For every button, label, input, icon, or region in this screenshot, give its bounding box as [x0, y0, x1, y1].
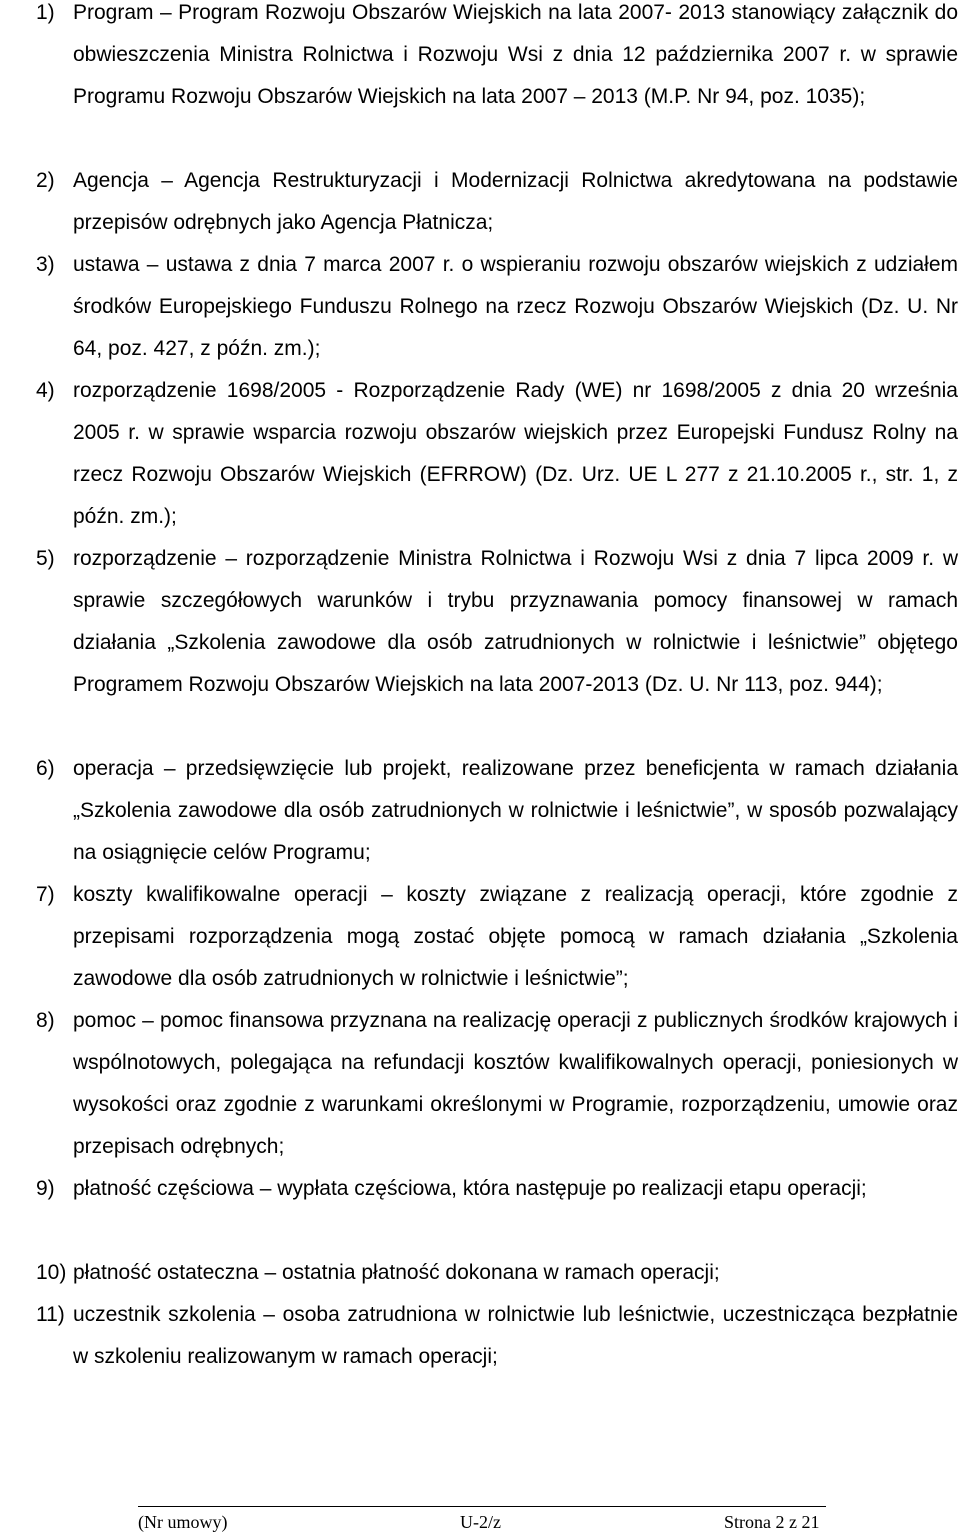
definition-text: operacja – przedsięwzięcie lub projekt, realizowane przez beneficjenta w ramach działania „Szkolenia zawodowe dla osób zatrudnionych w rolnictwie i leśnictwie”, w sposób pozwalający na osiągnięcie celów Programu; [73, 757, 958, 864]
definition-number: 10) [36, 1261, 67, 1284]
definition-text: ustawa – ustawa z dnia 7 marca 2007 r. o wspieraniu rozwoju obszarów wiejskich z udziałem środków Europejskiego Funduszu Rolnego na rzecz Rozwoju Obszarów Wiejskich (Dz. U. Nr 64, poz. 427, z późn. zm.); [73, 253, 958, 360]
definition-text: pomoc – pomoc finansowa przyznana na realizację operacji z publicznych środków krajowych i wspólnotowych, polegająca na refundacji kosztów kwalifikowalnych operacji, poniesionych w wysokości oraz zgodnie z warunkami określonymi w Programie, rozporządzeniu, umowie oraz przepisach odrębnych; [73, 1009, 958, 1158]
definition-number: 9) [36, 1177, 55, 1200]
footer-form-code: U-2/z [460, 1512, 501, 1532]
definition-text: płatność częściowa – wypłata częściowa, która następuje po realizacji etapu operacji; [73, 1177, 867, 1200]
definition-text: uczestnik szkolenia – osoba zatrudniona w rolnictwie lub leśnictwie, uczestnicząca bezpłatnie w szkoleniu realizowanym w ramach operacji; [73, 1303, 958, 1368]
definition-text: rozporządzenie – rozporządzenie Ministra Rolnictwa i Rozwoju Wsi z dnia 7 lipca 2009 r. w sprawie szczegółowych warunków i trybu przyznawania pomocy finansowej w ramach działania „Szkolenia zawodowe dla osób zatrudnionych w rolnictwie i leśnictwie” objętego Programem Rozwoju Obszarów Wiejskich na lata 2007-2013 (Dz. U. Nr 113, poz. 944); [73, 547, 958, 696]
footer-contract-number: (Nr umowy) [138, 1512, 228, 1532]
definition-number: 6) [36, 757, 55, 780]
definition-text: Agencja – Agencja Restrukturyzacji i Modernizacji Rolnictwa akredytowana na podstawie przepisów odrębnych jako Agencja Płatnicza; [73, 169, 958, 234]
definition-number: 8) [36, 1009, 55, 1032]
definition-number: 1) [36, 1, 55, 24]
page-footer [0, 1494, 960, 1538]
definition-text: koszty kwalifikowalne operacji – koszty związane z realizacją operacji, które zgodnie z przepisami rozporządzenia mogą zostać objęte pomocą w ramach działania „Szkolenia zawodowe dla osób zatrudnionych w rolnictwie i leśnictwie”; [73, 883, 958, 990]
footer-divider [138, 1506, 826, 1507]
definition-number: 7) [36, 883, 55, 906]
footer-page-number: Strona 2 z 21 [724, 1512, 820, 1532]
definition-text: Program – Program Rozwoju Obszarów Wiejskich na lata 2007- 2013 stanowiący załącznik do obwieszczenia Ministra Rolnictwa i Rozwoju Wsi z dnia 12 października 2007 r. w sprawie Programu Rozwoju Obszarów Wiejskich na lata 2007 – 2013 (M.P. Nr 94, poz. 1035); [73, 1, 958, 108]
definition-number: 4) [36, 379, 55, 402]
definition-number: 5) [36, 547, 55, 570]
definition-text: rozporządzenie 1698/2005 - Rozporządzenie Rady (WE) nr 1698/2005 z dnia 20 września 2005 r. w sprawie wsparcia rozwoju obszarów wiejskich przez Europejski Fundusz Rolny na rzecz Rozwoju Obszarów Wiejskich (EFRROW) (Dz. Urz. UE L 277 z 21.10.2005 r., str. 1, z późn. zm.); [73, 379, 958, 528]
definition-text: płatność ostateczna – ostatnia płatność dokonana w ramach operacji; [73, 1261, 720, 1284]
definition-number: 11) [36, 1303, 65, 1326]
definition-number: 3) [36, 253, 55, 276]
definition-number: 2) [36, 169, 55, 192]
